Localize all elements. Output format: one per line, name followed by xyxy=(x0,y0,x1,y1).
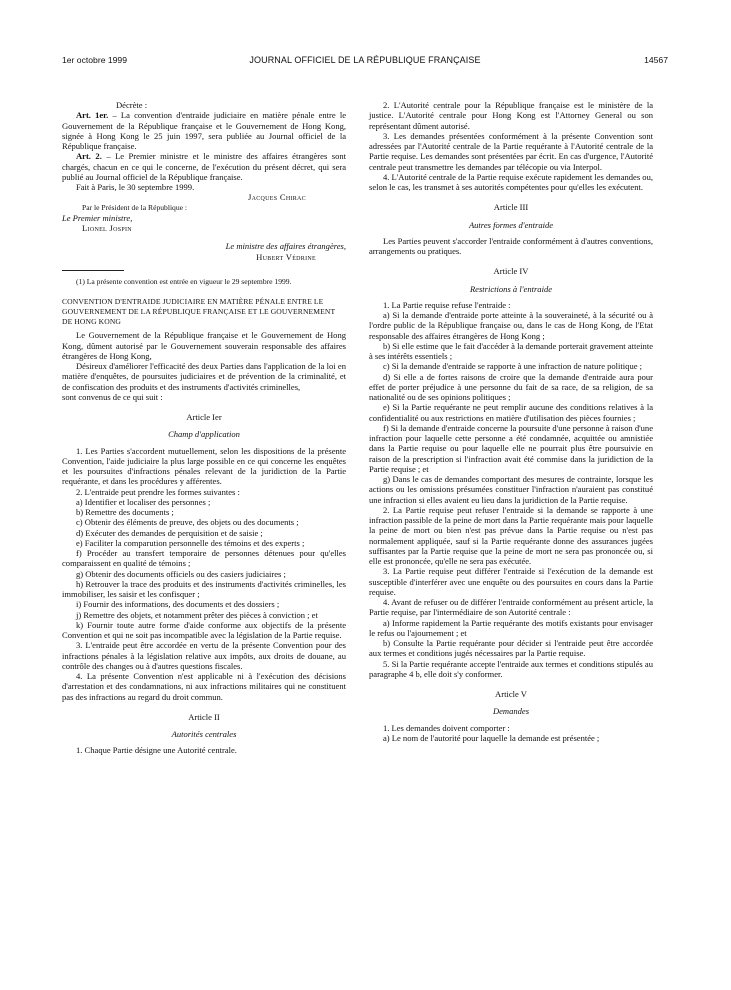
article-5-title: Article V xyxy=(495,689,527,699)
a4-4-item-a: a) Informe rapidement la Partie requérante des motifs existants pour envisager le refus ou l'ajournement ; et xyxy=(369,617,653,638)
a1-item-g: g) Obtenir des documents officiels ou des casiers judiciaires ; xyxy=(76,568,286,579)
a1-item-i: i) Fournir des informations, des documents et des dossiers ; xyxy=(76,599,280,610)
a4-p3: 3. La Partie requise peut différer l'entraide si l'exécution de la demande est susceptible d'interférer avec une enquête ou des poursuites en cours dans la Partie requise. xyxy=(369,566,653,597)
a4-item-g: g) Dans le cas de demandes comportant des mesures de contrainte, lorsque les actions ou les omissions présumées constituer l'infraction n'auraient pas constitué une infraction si elles avaient eu lieu dans la juridiction de la Partie requise. xyxy=(369,474,653,505)
article-3-title: Article III xyxy=(493,202,529,213)
article-1-decree: Art. 1er. – La convention d'entraide judiciaire en matière pénale entre le Gouvernement de la République française et le Gouvernement de Hong Kong, signée à Hong Kong le 25 juin 1997, sera publiée au Journal officiel de la République française. xyxy=(62,110,346,151)
art2-label: Art. 2. xyxy=(76,151,102,162)
signature-jospin: Lionel Jospin xyxy=(82,223,132,233)
article-1-title: Article Ier xyxy=(186,412,222,423)
a2-p3: 3. Les demandes présentées conformément à la présente Convention sont adressées par l'Autorité centrale de la Partie requérante à l'Autorité centrale de la Partie requise. Les demandes sont présentées par écrit. En cas d'urgence, l'Autorité centrale peut transmettre les demandes par télécopie ou via Interpol. xyxy=(369,130,653,172)
a4-p5: 5. Si la Partie requérante accepte l'entraide aux termes et conditions stipulés au paragraphe 4 b, elle doit s'y conformer. xyxy=(369,658,653,679)
intro-paragraph-2: Désireux d'améliorer l'efficacité des deux Parties dans l'application de la loi en matière d'enquêtes, de poursuites judiciaires et de prévention de la criminalité, et de confiscation des produits et des instruments d'activités criminelles, xyxy=(62,361,346,392)
a1-p4: 4. La présente Convention n'est applicable ni à l'exécution des décisions d'arrestation et des condamnations, ni aux infractions militaires qui ne constituent pas des infractions au regard du droit commun. xyxy=(62,671,346,702)
a1-item-h: h) Retrouver la trace des produits et des instruments d'activités criminelles, les immobiliser, les saisir et les confisquer ; xyxy=(62,578,346,600)
a2-p1: 1. Chaque Partie désigne une Autorité centrale. xyxy=(76,745,237,756)
a1-item-a: a) Identifier et localiser des personnes ; xyxy=(76,496,211,507)
a1-item-j: j) Remettre des objets, et notamment prêter des pièces à conviction ; et xyxy=(76,609,318,620)
decrete-heading: Décrète : xyxy=(116,100,148,110)
a5-p1: 1. Les demandes doivent comporter : xyxy=(383,722,510,733)
a1-item-k: k) Fournir toute autre forme d'aide conforme aux objectifs de la présente Convention et qui ne soit pas incompatible avec la législation de la Partie requise. xyxy=(62,619,346,641)
a2-p2: 2. L'Autorité centrale pour la République française est le ministère de la justice. L'Autorité centrale pour Hong Kong est l'Attorney General ou son représentant dûment autorisé. xyxy=(369,100,653,131)
intro-paragraph-3: sont convenus de ce qui suit : xyxy=(62,391,163,402)
a4-p2: 2. La Partie requise peut refuser l'entraide si la demande se rapporte à une infraction passible de la peine de mort dans la Partie requérante mais pour laquelle la peine de mort ou bien n'est pas prévue dans la Partie requise ou n'est pas normalement appliquée, sauf si la Partie requérante donne des assurances jugées suffisantes par la Partie requise que la peine de mort ne sera pas prononcée ou, si elle est prononcée, qu'elle ne sera pas exécutée. xyxy=(369,504,653,566)
a3-p1: Les Parties peuvent s'accorder l'entraide conformément à d'autres conventions, arrangements ou pratiques. xyxy=(369,235,653,256)
article-4-title: Article IV xyxy=(493,266,529,277)
article-2-decree: Art. 2. – Le Premier ministre et le ministre des affaires étrangères sont chargés, chacun en ce qui le concerne, de l'exécution du présent décret, qui sera publié au Journal officiel de la République française. xyxy=(62,151,346,182)
a4-4-item-b: b) Consulte la Partie requérante pour décider si l'entraide peut être accordée aux termes et conditions jugés nécessaires par la Partie requise. xyxy=(369,638,653,659)
a4-item-f: f) Si la demande d'entraide concerne la poursuite d'une personne à raison d'une infraction pour laquelle cette personne a été condamnée, acquittée ou amnistiée dans la Partie requise ou pour laquelle elle ne pourrait plus être poursuivie en raison de la prescription si l'infraction avait été commise dans la juridiction de la Partie requise ; et xyxy=(369,422,653,474)
article-1-subtitle: Champ d'application xyxy=(168,429,240,440)
header-date: 1er octobre 1999 xyxy=(62,55,127,65)
a1-p1: 1. Les Parties s'accordent mutuellement, selon les dispositions de la présente Convention, l'aide judiciaire la plus large possible en ce qui concerne les enquêtes et les poursuites d'infractions pénales relevant de la juridiction de la Partie requérante, et dans les procédures y afférentes. xyxy=(62,445,346,487)
a4-item-e: e) Si la Partie requérante ne peut remplir aucune des conditions relatives à la confidentialité ou aux restrictions en matière d'utilisation des pièces fournies ; xyxy=(369,402,653,423)
a4-p1: 1. La Partie requise refuse l'entraide : xyxy=(383,299,511,310)
article-2-title: Article II xyxy=(188,711,220,722)
a1-item-d: d) Exécuter des demandes de perquisition et de saisie ; xyxy=(76,527,263,538)
a4-item-b: b) Si elle estime que le fait d'accéder à la demande porterait gravement atteinte à ses intérêts essentiels ; xyxy=(369,340,653,361)
right-column xyxy=(369,100,653,743)
a4-item-d: d) Si elle a de fortes raisons de croire que la demande d'entraide aura pour effet de porter préjudice à une personne du fait de sa race, de sa religion, de sa nationalité ou de ses opinions politiques ; xyxy=(369,371,653,402)
a4-p4: 4. Avant de refuser ou de différer l'entraide conformément au présent article, la Partie requise, par l'intermédiaire de son Autorité centrale : xyxy=(369,597,653,618)
footnote-separator xyxy=(62,270,124,271)
header-journal-title: JOURNAL OFFICIEL DE LA RÉPUBLIQUE FRANÇAISE xyxy=(249,55,481,65)
convention-title: CONVENTION D'ENTRAIDE JUDICIAIRE EN MATIÈRE PÉNALE ENTRE LE GOUVERNEMENT DE LA RÉPUBLIQUE FRANÇAISE ET LE GOUVERNEMENT DE HONG KONG xyxy=(62,297,336,326)
article-4-subtitle: Restrictions à l'entraide xyxy=(469,283,553,294)
a1-item-c: c) Obtenir des éléments de preuve, des objets ou des documents ; xyxy=(76,517,299,528)
a4-item-c: c) Si la demande d'entraide se rapporte à une infraction de nature politique ; xyxy=(383,361,643,372)
left-column xyxy=(62,100,346,756)
a1-p2: 2. L'entraide peut prendre les formes suivantes : xyxy=(76,486,240,497)
art1-label: Art. 1er. xyxy=(76,110,109,121)
a1-p3: 3. L'entraide peut être accordée en vertu de la présente Convention pour des infractions pénales à la législation relative aux impôts, aux droits de douane, au contrôle des changes ou à d'autres questions fiscales. xyxy=(62,640,346,671)
signature-vedrine: Hubert Védrine xyxy=(256,251,316,262)
par-le-president: Par le Président de la République : xyxy=(82,202,188,212)
fait-date: Fait à Paris, le 30 septembre 1999. xyxy=(76,182,195,192)
page-header xyxy=(62,55,668,69)
footnote: (1) La présente convention est entrée en vigueur le 29 septembre 1999. xyxy=(76,276,292,286)
a4-item-a: a) Si la demande d'entraide porte atteinte à la souveraineté, à la sécurité ou à l'ordre public de la République française ou, dans le cas de Hong Kong, de l'Etat responsable des affaires étrangères de Hong Kong ; xyxy=(369,310,653,341)
a1-item-b: b) Remettre des documents ; xyxy=(76,507,174,518)
a1-item-e: e) Faciliter la comparution personnelle des témoins et des experts ; xyxy=(76,537,305,548)
premier-ministre-label: Le Premier ministre, xyxy=(62,212,133,223)
ministre-ae-label: Le ministre des affaires étrangères, xyxy=(225,241,346,252)
article-2-subtitle: Autorités centrales xyxy=(171,729,237,740)
article-3-subtitle: Autres formes d'entraide xyxy=(468,219,554,230)
a5-item-a: a) Le nom de l'autorité pour laquelle la demande est présentée ; xyxy=(383,732,600,743)
intro-paragraph-1: Le Gouvernement de la République française et le Gouvernement de Hong Kong, dûment autorisé par le Gouvernement souverain responsable des affaires étrangères de Hong Kong, xyxy=(62,330,346,361)
a1-item-f: f) Procéder au transfert temporaire de personnes détenues pour qu'elles comparaissent en qualité de témoins ; xyxy=(62,548,346,569)
article-5-subtitle: Demandes xyxy=(492,706,530,717)
header-page-number: 14567 xyxy=(644,55,668,65)
a2-p4: 4. L'Autorité centrale de la Partie requise exécute rapidement les demandes ou, selon le cas, les transmet à ses autorités compétentes pour qu'elles les exécutent. xyxy=(369,171,653,192)
signature-chirac: Jacques Chirac xyxy=(247,192,306,203)
